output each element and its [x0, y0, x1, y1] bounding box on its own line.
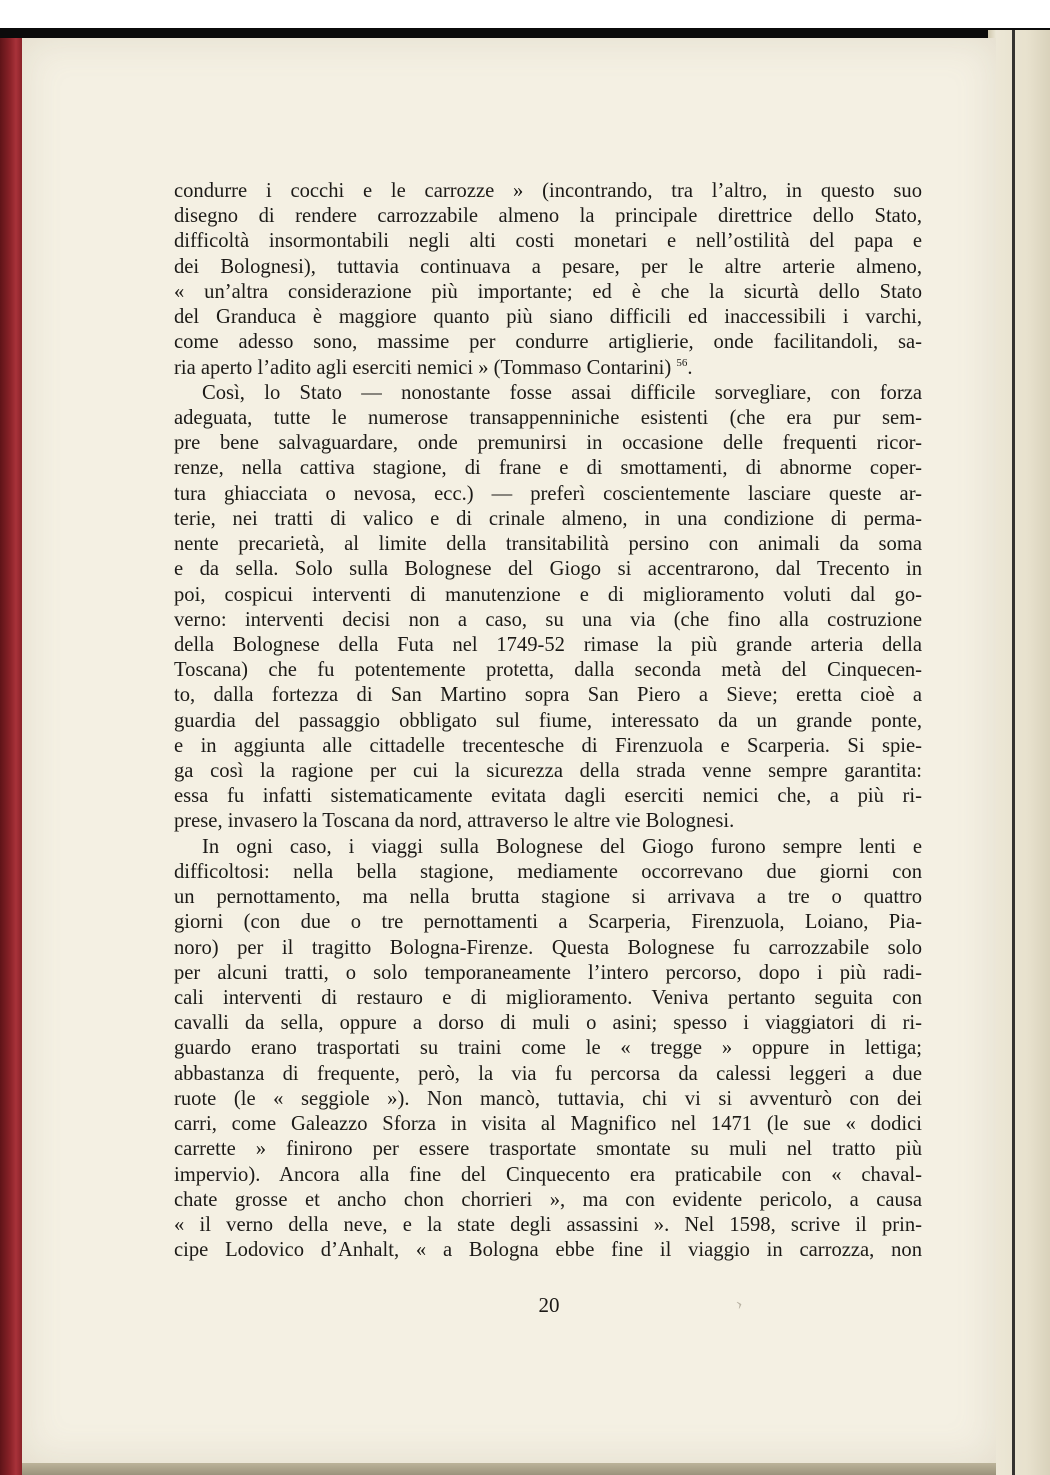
text-line: « il verno della neve, e la state degli assassini ». Nel 1598, scrive il prin- [174, 1213, 922, 1236]
text-line: to, dalla fortezza di San Martino sopra San Piero a Sieve; eretta cioè a [174, 684, 922, 707]
text-line: ruote (le « seggiole »). Non mancò, tuttavia, chi vi si avventurò con dei [174, 1087, 922, 1110]
text-line: dei Bolognesi), tuttavia continuava a pesare, per le altre arterie almeno, [174, 255, 922, 278]
text-line-content: ria aperto l’adito agli eserciti nemici » (Tommaso Contarini) [174, 356, 672, 379]
text-line: cipe Lodovico d’Anhalt, « a Bologna ebbe fine il viaggio in carrozza, non [174, 1239, 922, 1262]
text-line: cali interventi di restauro e di miglioramento. Veniva pertanto seguita con [174, 987, 922, 1009]
text-line-with-footnote: ria aperto l’adito agli eserciti nemici » (Tommaso Contarini) $^{56}$. [174, 356, 693, 379]
text-line: un pernottamento, ma nella brutta stagione si arrivava a tre o quattro [174, 886, 922, 909]
text-line: e in aggiunta alle cittadelle trecentesche di Firenzuola e Scarperia. Si spie- [174, 734, 922, 757]
text-line: difficoltosi: nella bella stagione, mediamente occorrevano due giorni con [174, 860, 922, 883]
text-line: cavalli da sella, oppure a dorso di muli o asini; spesso i viaggiatori di ri- [174, 1012, 922, 1035]
text-line: essa fu infatti sistematicamente evitata dagli eserciti nemici che, a più ri- [174, 785, 922, 808]
text-line: poi, cospicui interventi di manutenzione e di miglioramento voluti dal go- [174, 583, 922, 606]
text-line: carrette » finirono per essere trasportate smontate su muli nel tratto più [174, 1138, 922, 1161]
text-line: ga così la ragione per cui la sicurezza della strada venne sempre garantita: [174, 760, 922, 783]
text-line: e da sella. Solo sulla Bolognese del Giogo si accentrarono, dal Trecento in [174, 558, 922, 581]
text-line: terie, nei tratti di valico e di crinale almeno, in una condizione di perma- [174, 507, 922, 530]
text-line: della Bolognese della Futa nel 1749-52 rimase la più grande arteria della [174, 633, 922, 656]
text-line: pre bene salvaguardare, onde premunirsi in occasione delle frequenti ricor- [174, 432, 922, 455]
text-line: verno: interventi decisi non a caso, su una via (che fino alla costruzione [174, 608, 922, 631]
scan-top-border [0, 0, 1050, 38]
text-line: Toscana) che fu potentemente protetta, dalla seconda metà del Cinquecen- [174, 659, 922, 682]
text-line: impervio). Ancora alla fine del Cinquecento era praticabile con « chaval- [174, 1163, 922, 1186]
body-text [174, 179, 922, 1263]
text-line: adeguata, tutte le numerose transappenniniche esistenti (che era pur sem- [174, 406, 922, 429]
pencil-mark: › [732, 1292, 745, 1314]
text-line: renze, nella cattiva stagione, di frane e di smottamenti, di abnorme coper- [174, 457, 922, 480]
footnote-reference: 56 [676, 356, 688, 369]
text-line: guardia del passaggio obbligato sul fiume, interessato da un grande ponte, [174, 709, 922, 732]
text-line: noro) per il tragitto Bologna-Firenze. Questa Bolognese fu carrozzabile solo [174, 936, 922, 959]
paragraph-start-line: In ogni caso, i viaggi sulla Bolognese del Giogo furono sempre lenti e [202, 835, 922, 858]
text-line: per alcuni tratti, o solo temporaneamente l’intero percorso, dopo i più radi- [174, 961, 922, 984]
paragraph-end-line: prese, invasero la Toscana da nord, attraverso le altre vie Bolognesi. [174, 810, 735, 833]
text-line: chate grosse et ancho chon chorrieri », ma con evidente pericolo, a causa [174, 1188, 922, 1211]
text-line: come adesso sono, massime per condurre artiglierie, onde facilitandoli, sa- [174, 331, 922, 354]
book-page-edge [988, 30, 1050, 1475]
text-line: disegno di rendere carrozzabile almeno la principale direttrice dello Stato, [174, 205, 922, 228]
text-line: tura ghiacciata o nevosa, ecc.) — preferì coscientemente lasciare queste ar- [174, 482, 922, 505]
paragraph-start-line: Così, lo Stato — nonostante fosse assai difficile sorvegliare, con forza [202, 381, 922, 404]
text-line: « un’altra considerazione più importante; ed è che la sicurtà dello Stato [174, 280, 922, 303]
text-line: difficoltà insormontabili negli alti costi monetari e nell’ostilità del papa e [174, 230, 922, 253]
text-line: giorni (con due o tre pernottamenti a Scarperia, Firenzuola, Loiano, Pia- [174, 911, 922, 934]
text-line: guardo erano trasportati su traini come le « tregge » oppure in lettiga; [174, 1037, 922, 1060]
page-number: 20 [538, 1293, 560, 1317]
text-line: nente precarietà, al limite della transitabilità persino con animali da soma [174, 533, 922, 556]
text-line: del Granduca è maggiore quanto più siano difficili ed inaccessibili i varchi, [174, 306, 922, 329]
text-line: condurre i cocchi e le carrozze » (incontrando, tra l’altro, in questo suo [174, 180, 922, 202]
text-line: carri, come Galeazzo Sforza in visita al Magnifico nel 1471 (le sue « dodici [174, 1113, 922, 1136]
text-line: abbastanza di frequente, però, la via fu percorsa da calessi leggeri a due [174, 1062, 922, 1085]
